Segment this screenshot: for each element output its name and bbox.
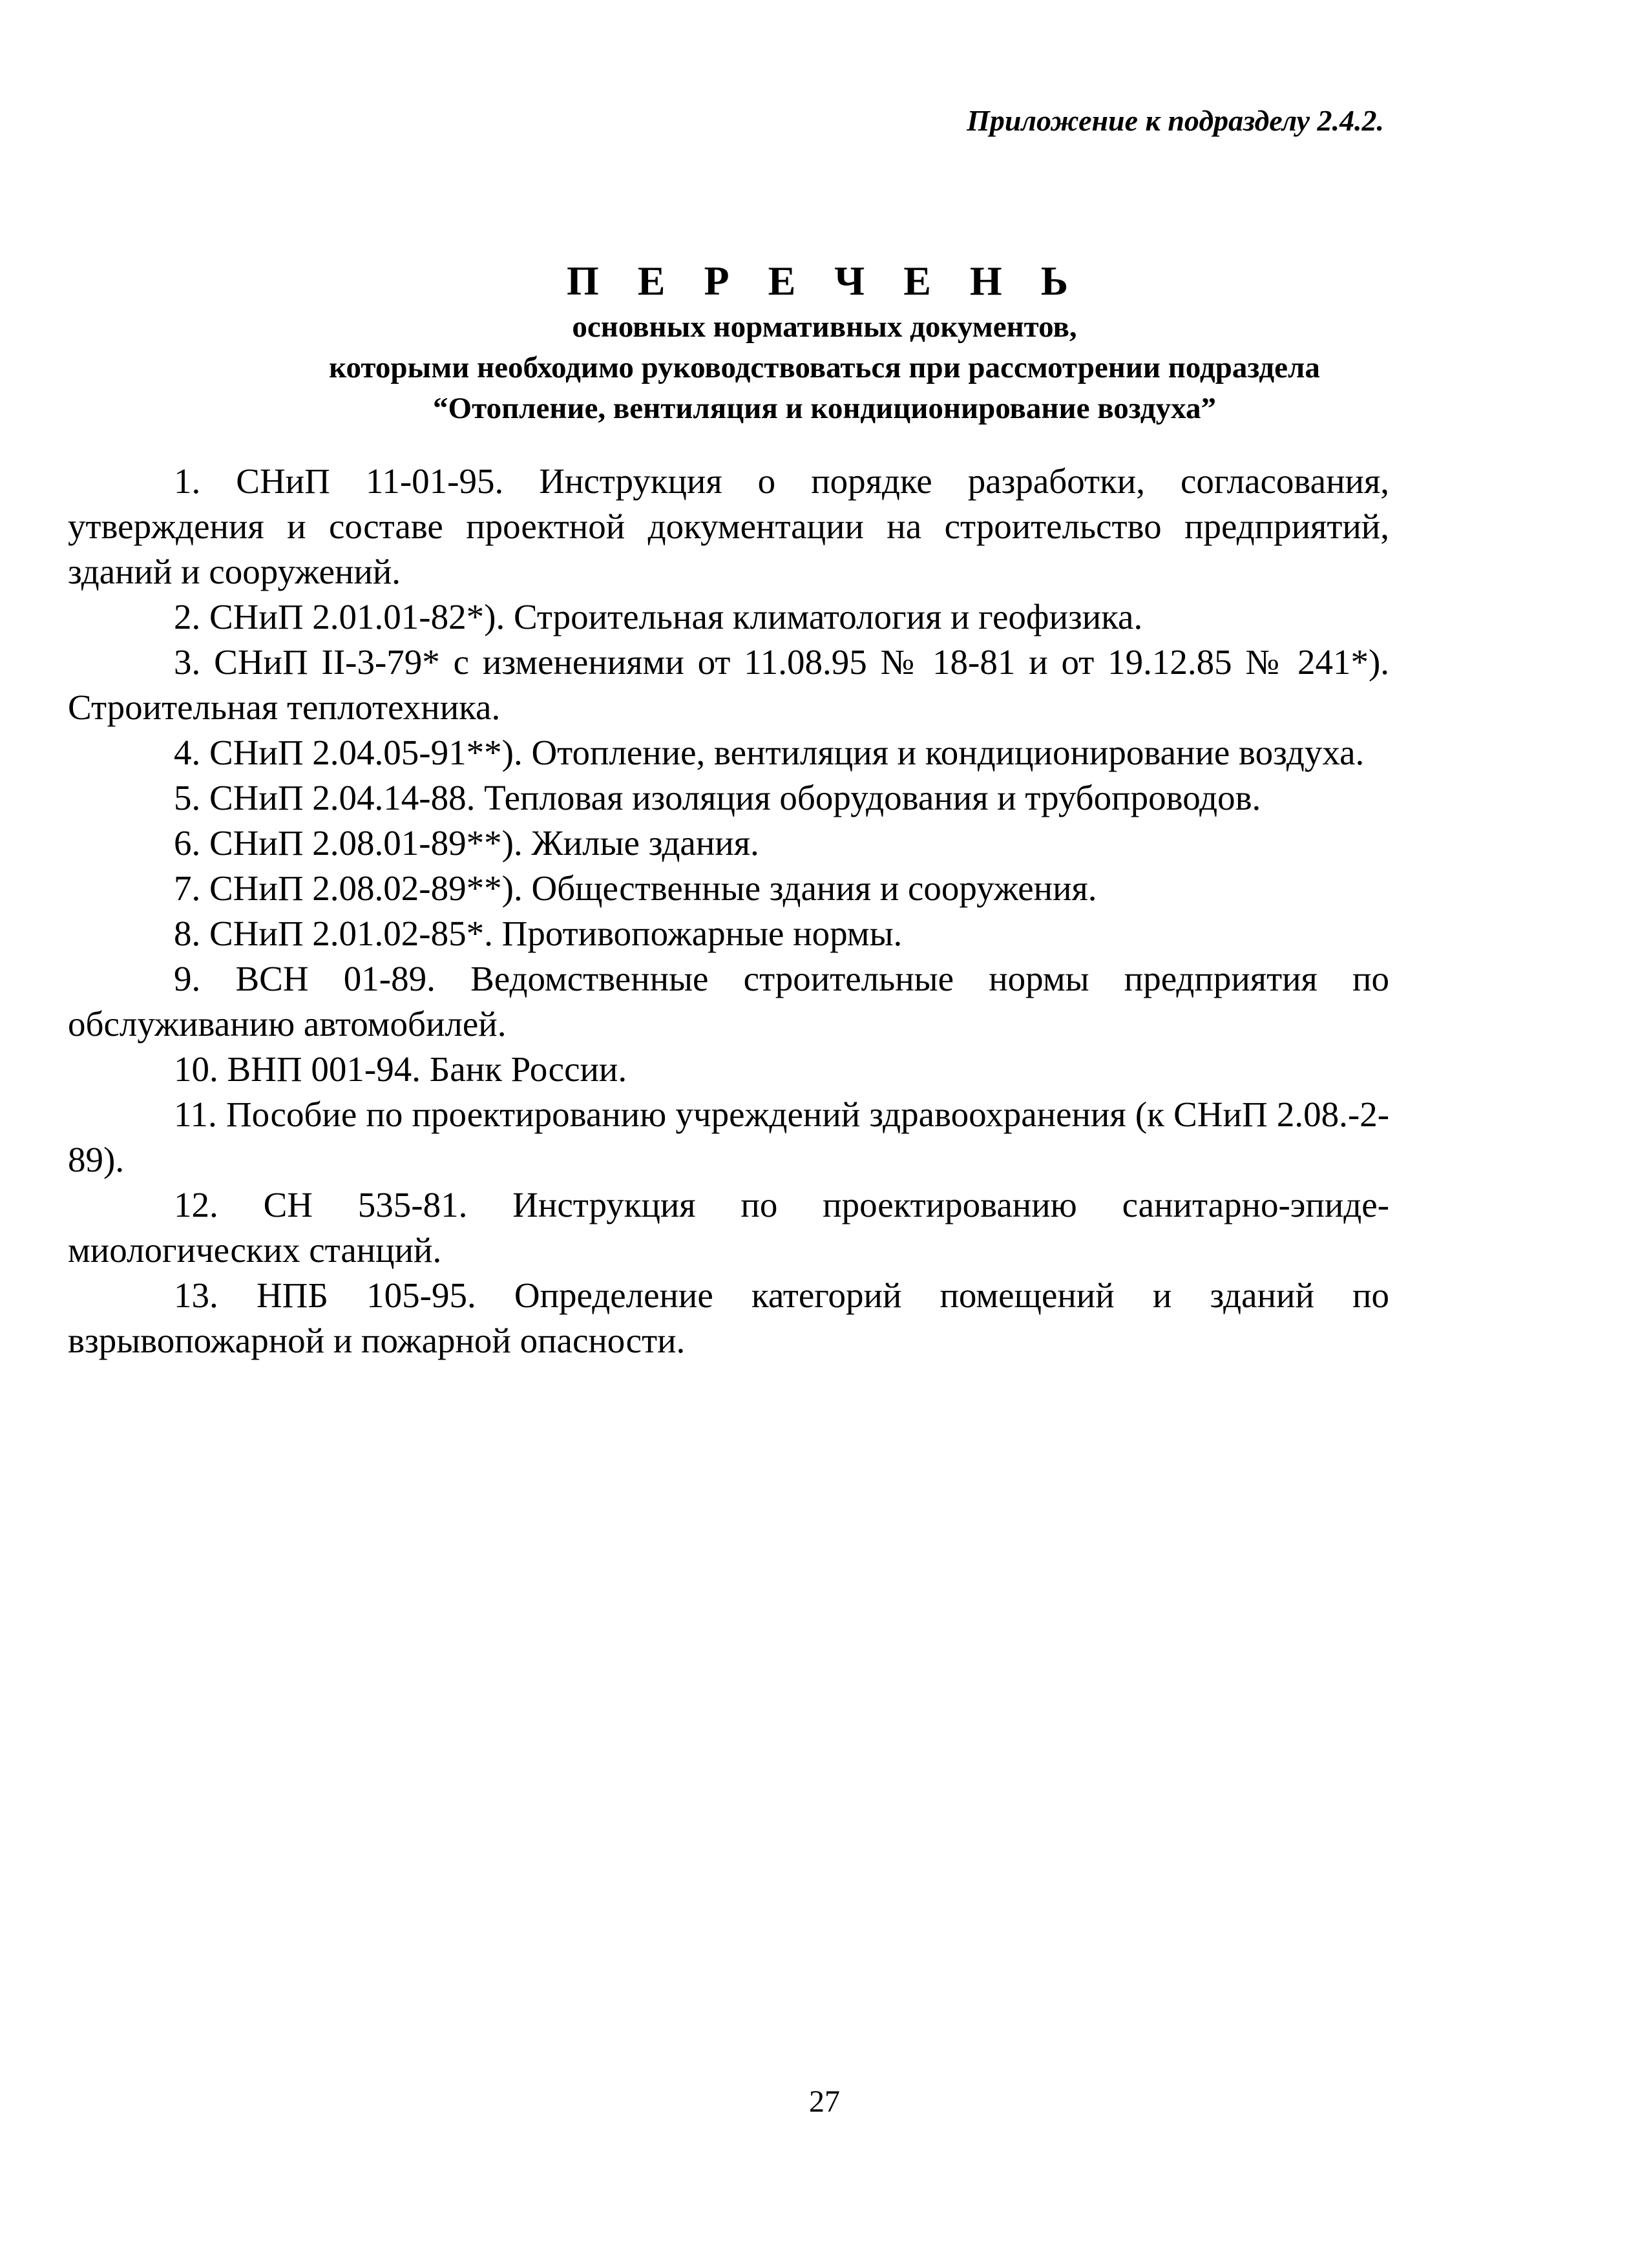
heading-subtitle-line-2: которыми необходимо руководствоваться при рассмотрении подраздела xyxy=(329,351,1320,384)
item-number: 11. xyxy=(174,1095,217,1134)
item-text: СН 535-81. Инструкция по проектированию санитарно-эпидемиологических станций. xyxy=(68,1185,1390,1270)
item-number: 10. xyxy=(174,1049,218,1089)
document-heading xyxy=(0,255,1649,429)
list-item xyxy=(68,640,1389,730)
list-item xyxy=(68,1182,1389,1273)
item-text: СНиП 2.01.02-85*. Противопожарные нормы. xyxy=(209,914,903,953)
list-item xyxy=(68,1092,1389,1182)
item-text: СНиП II-3-79* с изменениями от 11.08.95 № 18-81 и от 19.12.85 № 241*). Строительная теплотехника. xyxy=(68,642,1390,727)
item-number: 12. xyxy=(174,1185,218,1224)
item-number: 6. xyxy=(174,823,201,863)
list-item xyxy=(68,956,1389,1047)
list-item xyxy=(68,1047,1389,1092)
list-item xyxy=(68,594,1389,640)
item-text: СНиП 2.08.02-89**). Общественные здания и сооружения. xyxy=(209,868,1097,908)
item-number: 1. xyxy=(174,461,201,501)
appendix-note: Приложение к подразделу 2.4.2. xyxy=(967,104,1384,137)
list-item xyxy=(68,911,1389,956)
item-number: 2. xyxy=(174,597,201,636)
item-text: НПБ 105-95. Определение категорий помещений и зданий по взрывопожарной и пожарной опасности. xyxy=(68,1276,1389,1360)
item-number: 5. xyxy=(174,778,201,817)
heading-title: П Е Р Е Ч Е Н Ь xyxy=(567,258,1082,304)
item-number: 9. xyxy=(174,959,201,998)
heading-subtitle-line-1: основных нормативных документов, xyxy=(572,310,1077,344)
list-item xyxy=(68,459,1389,594)
item-text: СНиП 2.04.05-91**). Отопление, вентиляция и кондиционирование воздуха. xyxy=(209,733,1365,772)
item-text: Пособие по проектированию учреждений здравоохранения (к СНиП 2.08.-2-89). xyxy=(68,1095,1390,1179)
list-item xyxy=(68,775,1389,821)
list-item xyxy=(68,1273,1389,1363)
item-number: 8. xyxy=(174,914,201,953)
heading-subtitle-line-3: “Отопление, вентиляция и кондиционирование воздуха” xyxy=(433,392,1216,425)
list-item xyxy=(68,866,1389,911)
item-number: 3. xyxy=(174,642,201,682)
list-item xyxy=(68,730,1389,775)
item-text: СНиП 11-01-95. Инструкция о порядке разработки, согласования, утверждения и составе проектной документации на строительство предприятий, зданий и сооружений. xyxy=(68,461,1390,591)
item-text: СНиП 2.01.01-82*). Строительная климатология и геофизика. xyxy=(209,597,1143,636)
item-text: ВСН 01-89. Ведомственные строительные нормы предприятия по обслуживанию автомобилей. xyxy=(68,959,1389,1044)
item-text: ВНП 001-94. Банк России. xyxy=(227,1049,627,1089)
list-item xyxy=(68,821,1389,866)
page-number: 27 xyxy=(809,2084,840,2119)
item-text: СНиП 2.08.01-89**). Жилые здания. xyxy=(209,823,759,863)
item-number: 7. xyxy=(174,868,201,908)
item-number: 4. xyxy=(174,733,201,772)
documents-list xyxy=(68,459,1389,1363)
item-number: 13. xyxy=(174,1276,218,1315)
item-text: СНиП 2.04.14-88. Тепловая изоляция оборудования и трубопроводов. xyxy=(209,778,1261,817)
